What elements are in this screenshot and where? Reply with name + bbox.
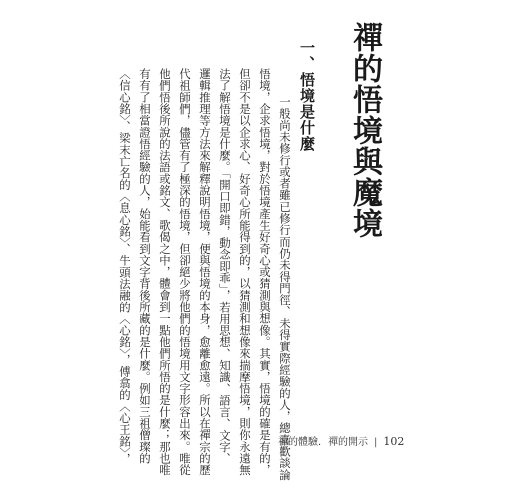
body-text-column: 法了解悟境是什麼。「開口即錯，動念即乖」，若用思想、知識、語言、文字、 bbox=[218, 68, 232, 465]
section-heading: 一、悟境是什麼 bbox=[298, 40, 316, 152]
body-text-column: 〈信心銘〉、梁末亡名的〈息心銘〉、牛頭法融的〈心銘〉，傅翕的〈心王銘〉， bbox=[118, 68, 132, 465]
body-text-column: 邏輯推理等方法來解釋說明悟境，便與悟境的本身，愈離愈遠。所以在禪宗的歷 bbox=[198, 68, 212, 476]
running-book-title: 禪的體驗．禪的開示 bbox=[278, 437, 368, 448]
chapter-title: 禪的悟境與魔境 bbox=[347, 22, 382, 239]
body-text-column: 但卻不是以企求心、好奇心所能得到的，以猜測和想像來揣摩悟境，則你永遠無 bbox=[238, 68, 252, 476]
body-text-column: 他們悟後所說的法語或銘文、歌偈之中，體會到一點他們所悟的是什麼；那也唯 bbox=[158, 68, 172, 476]
body-text-column: 有有了相當證悟經驗的人，始能看到文字背後所藏的是什麼。例如三祖僧璨的 bbox=[138, 68, 152, 465]
page-number: 102 bbox=[383, 435, 405, 448]
footer-separator: | bbox=[374, 437, 378, 448]
body-text-column: 代祖師們，儘管有了極深的悟境，但卻絕少將他們的悟境用文字形容出來。唯從 bbox=[178, 68, 192, 476]
body-text-column: 一般尚未修行或者雖已修行而仍未得門徑、未得實際經驗的人，總喜歡談論 bbox=[278, 96, 292, 481]
body-text-column: 悟境，企求悟境，對於悟境產生好奇心或猜測與想像。其實，悟境的確是有的， bbox=[258, 68, 272, 476]
page-footer bbox=[278, 433, 404, 448]
